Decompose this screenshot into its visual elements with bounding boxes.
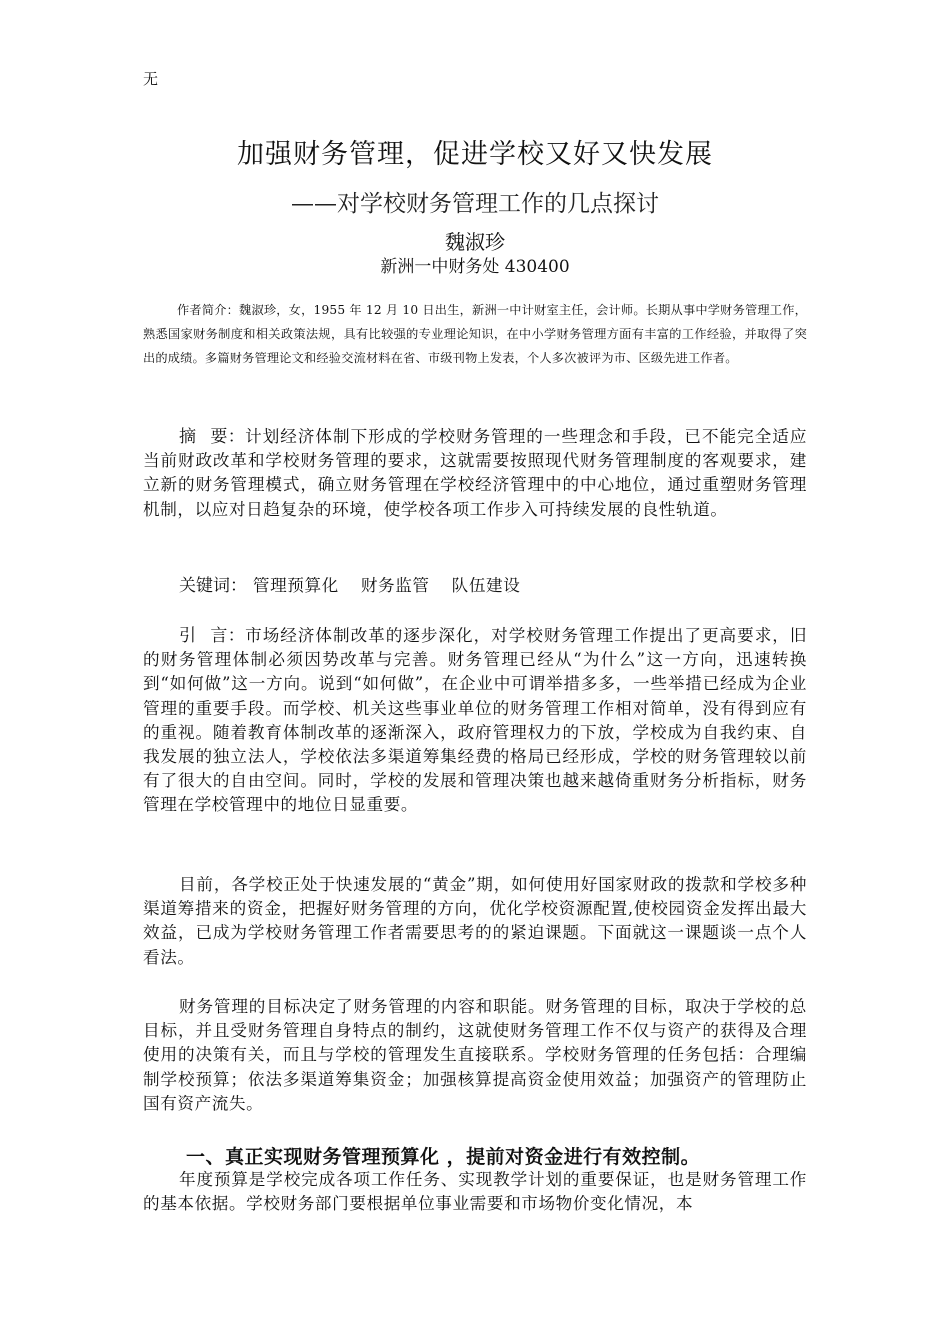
keywords-label: 关键词：	[179, 576, 247, 596]
document-title: 加强财务管理，促进学校又好又快发展	[237, 139, 713, 170]
abstract-label-b: 要：	[210, 427, 246, 447]
section-1-paragraph: 年度预算是学校完成各项工作任务、实现教学计划的重要保证，也是财务管理工作的基本依据。学校财务部门要根据单位事业需要和市场物价变化情况，本	[143, 1170, 807, 1214]
bio-text: 魏淑珍，女，1955 年 12 月 10 日出生，新洲一中计财室主任，会计师。长期从事中学财务管理工作，熟悉国家财务制度和相关政策法规，具有比较强的专业理论知识，在中小学财务管理方面有丰富的工作经验，并取得了突出的成绩。多篇财务管理论文和经验交流材料在省、市级刊物上发表，个人多次被评为市、区级先进工作者。	[143, 303, 808, 365]
abstract-text: 计划经济体制下形成的学校财务管理的一些理念和手段，已不能完全适应当前财政改革和学校财务管理的要求，这就需要按照现代财务管理制度的客观要求，建立新的财务管理模式，确立财务管理在学校经济管理中的中心地位，通过重塑财务管理机制，以应对日趋复杂的环境，使学校各项工作步入可持续发展的良性轨道。	[143, 427, 808, 519]
keyword-item: 队伍建设	[451, 576, 521, 595]
header-mark: 无	[143, 70, 159, 88]
author-name: 魏淑珍	[445, 230, 505, 254]
abstract-label-a: 摘	[179, 427, 211, 447]
intro-paragraph	[143, 624, 807, 818]
section-heading-1: 一、真正实现财务管理预算化 ，提前对资金进行有效控制。	[186, 1146, 701, 1168]
document-subtitle: ——对学校财务管理工作的几点探讨	[291, 191, 659, 217]
keyword-item: 财务监管	[360, 576, 430, 595]
bio-label: 作者简介：	[177, 303, 240, 317]
body-paragraph-3: 财务管理的目标决定了财务管理的内容和职能。财务管理的目标，取决于学校的总目标，并且受财务管理自身特点的制约，这就使财务管理工作不仅与资产的获得及合理使用的决策有关，而且与学校的管理发生直接联系。学校财务管理的任务包括：合理编制学校预算；依法多渠道筹集资金；加强核算提高资金使用效益；加强资产的管理防止国有资产流失。	[143, 997, 807, 1113]
keyword-item: 管理预算化	[252, 576, 339, 595]
abstract-paragraph	[143, 425, 807, 522]
author-affiliation: 新洲一中财务处 430400	[380, 257, 570, 277]
body-paragraph-2: 目前，各学校正处于快速发展的“黄金”期，如何使用好国家财政的拨款和学校多种渠道筹措来的资金，把握好财务管理的方向，优化学校资源配置,使校园资金发挥出最大效益，已成为学校财务管理工作者需要思考的的紧迫课题。下面就这一课题谈一点个人看法。	[143, 875, 807, 967]
intro-label-a: 引	[179, 626, 211, 646]
intro-text: 市场经济体制改革的逐步深化，对学校财务管理工作提出了更高要求，旧的财务管理体制必须因势改革与完善。财务管理已经从“为什么”这一方向，迅速转换到“如何做”这一方向。说到“如何做”，在企业中可谓举措多多，一些举措已经成为企业管理的重要手段。而学校、机关这些事业单位的财务管理工作相对简单，没有得到应有的重视。随着教育体制改革的逐渐深入，政府管理权力的下放，学校成为自我约束、自我发展的独立法人，学校依法多渠道筹集经费的格局已经形成，学校的财务管理较以前有了很大的自由空间。同时，学校的发展和管理决策也越来越倚重财务分析指标，财务管理在学校管理中的地位日显重要。	[143, 626, 808, 815]
author-bio	[143, 298, 807, 370]
keywords-line	[143, 574, 807, 598]
intro-label-b: 言：	[210, 626, 246, 646]
